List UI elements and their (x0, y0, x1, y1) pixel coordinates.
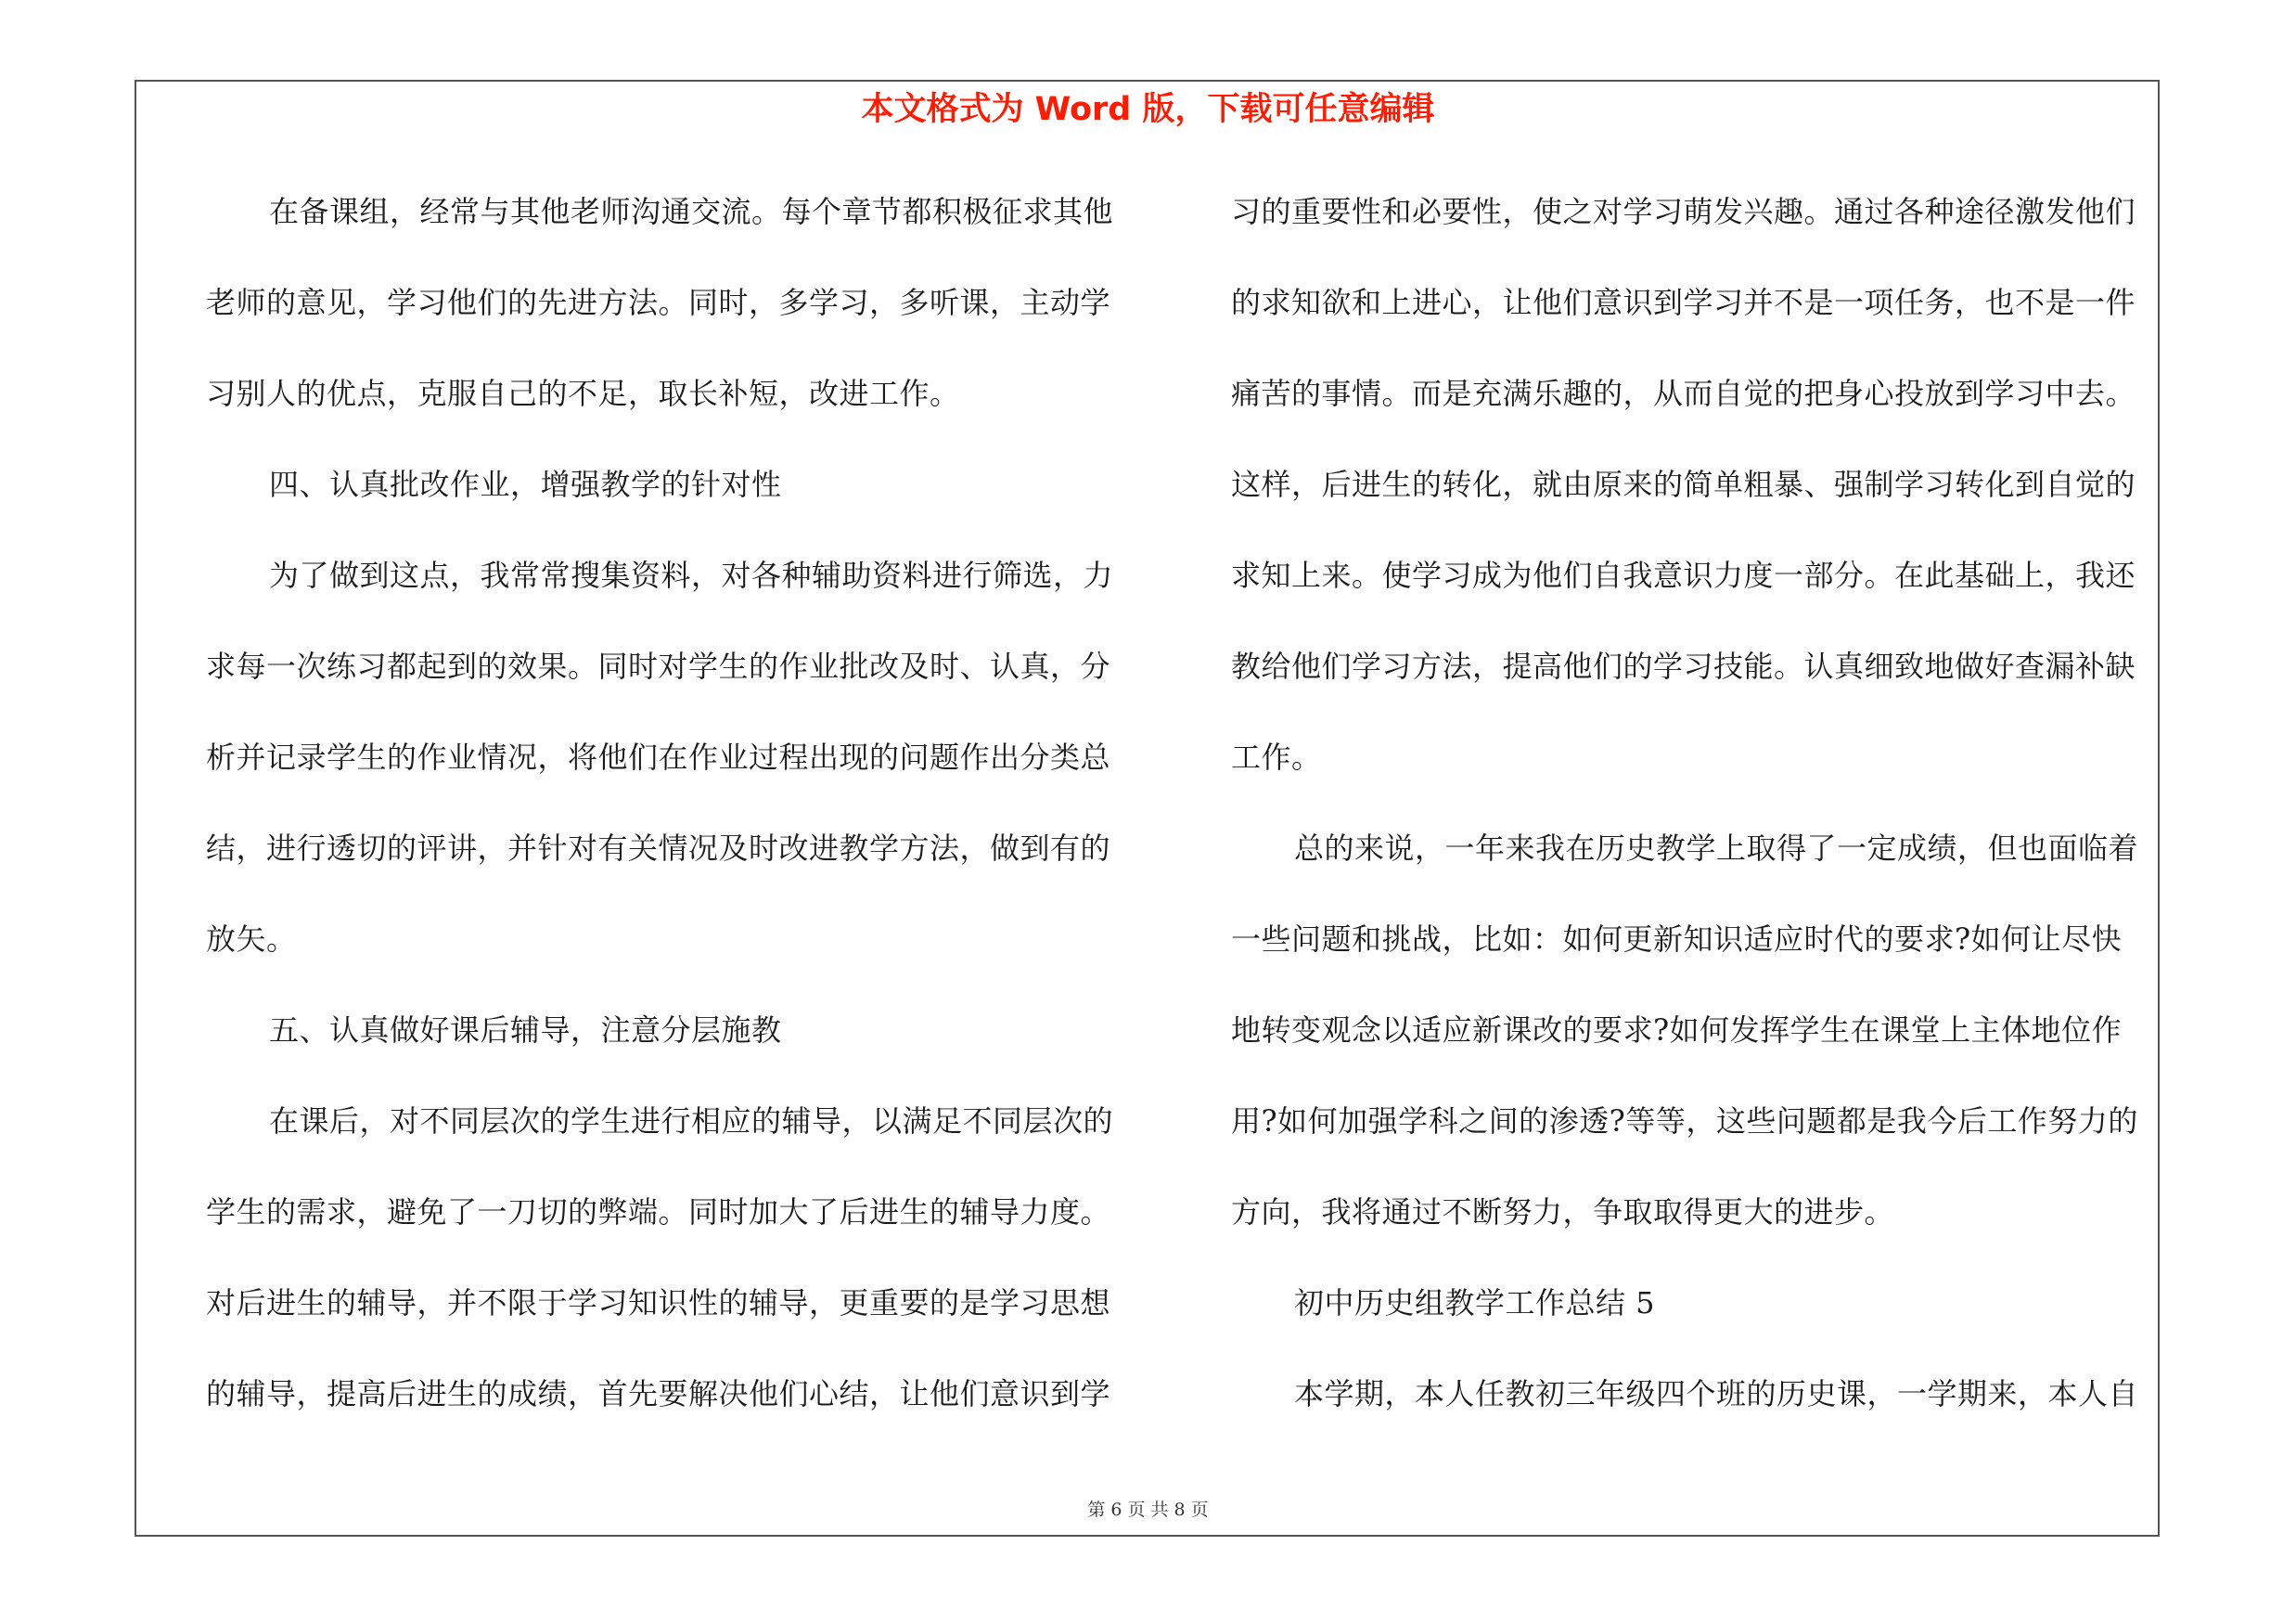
paragraph-line: 地转变观念以适应新课改的要求?如何发挥学生在课堂上主体地位作 (1231, 1012, 2123, 1048)
left-text-column (206, 184, 1134, 1457)
paragraph-line: 习的重要性和必要性，使之对学习萌发兴趣。通过各种途径激发他们 (1231, 194, 2136, 229)
paragraph-line: 放矢。 (206, 921, 297, 957)
paragraph-line: 学生的需求，避免了一刀切的弊端。同时加大了后进生的辅导力度。 (206, 1194, 1111, 1230)
paragraph-line: 析并记录学生的作业情况，将他们在作业过程出现的问题作出分类总 (206, 740, 1111, 775)
paragraph-line: 一些问题和挑战，比如：如何更新知识适应时代的要求?如何让尽快 (1231, 921, 2123, 957)
paragraph-line: 方向，我将通过不断努力，争取取得更大的进步。 (1231, 1194, 1895, 1230)
paragraph-line: 总的来说，一年来我在历史教学上取得了一定成绩，但也面临着 (1294, 831, 2139, 866)
paragraph-line: 老师的意见，学习他们的先进方法。同时，多学习，多听课，主动学 (206, 285, 1111, 320)
paragraph-line: 习别人的优点，克服自己的不足，取长补短，改进工作。 (206, 376, 960, 411)
paragraph-line: 本学期，本人任教初三年级四个班的历史课，一学期来，本人自 (1294, 1376, 2139, 1411)
paragraph-line: 在课后，对不同层次的学生进行相应的辅导，以满足不同层次的 (269, 1103, 1114, 1139)
section-heading: 四、认真批改作业，增强教学的针对性 (269, 467, 782, 502)
format-notice-banner: 本文格式为 Word 版，下载可任意编辑 (861, 91, 1435, 128)
paragraph-line: 求每一次练习都起到的效果。同时对学生的作业批改及时、认真，分 (206, 649, 1111, 684)
paragraph-line: 在备课组，经常与其他老师沟通交流。每个章节都积极征求其他 (269, 194, 1114, 229)
section-heading: 五、认真做好课后辅导，注意分层施教 (269, 1012, 782, 1048)
paragraph-line: 痛苦的事情。而是充满乐趣的，从而自觉的把身心投放到学习中去。 (1231, 376, 2136, 411)
section-title: 初中历史组教学工作总结 5 (1294, 1285, 1656, 1320)
paragraph-line: 为了做到这点，我常常搜集资料，对各种辅助资料进行筛选，力 (269, 558, 1114, 593)
paragraph-line: 用?如何加强学科之间的渗透?等等，这些问题都是我今后工作努力的 (1231, 1103, 2138, 1139)
paragraph-line: 的求知欲和上进心，让他们意识到学习并不是一项任务，也不是一件 (1231, 285, 2136, 320)
page-number: 第 6 页 共 8 页 (1087, 1500, 1209, 1520)
paragraph-line: 工作。 (1231, 740, 1322, 775)
paragraph-line: 的辅导，提高后进生的成绩，首先要解决他们心结，让他们意识到学 (206, 1376, 1111, 1411)
right-text-column (1231, 184, 2159, 1457)
paragraph-line: 这样，后进生的转化，就由原来的简单粗暴、强制学习转化到自觉的 (1231, 467, 2136, 502)
paragraph-line: 对后进生的辅导，并不限于学习知识性的辅导，更重要的是学习思想 (206, 1285, 1111, 1320)
paragraph-line: 求知上来。使学习成为他们自我意识力度一部分。在此基础上，我还 (1231, 558, 2136, 593)
paragraph-line: 结，进行透切的评讲，并针对有关情况及时改进教学方法，做到有的 (206, 831, 1111, 866)
paragraph-line: 教给他们学习方法，提高他们的学习技能。认真细致地做好查漏补缺 (1231, 649, 2136, 684)
